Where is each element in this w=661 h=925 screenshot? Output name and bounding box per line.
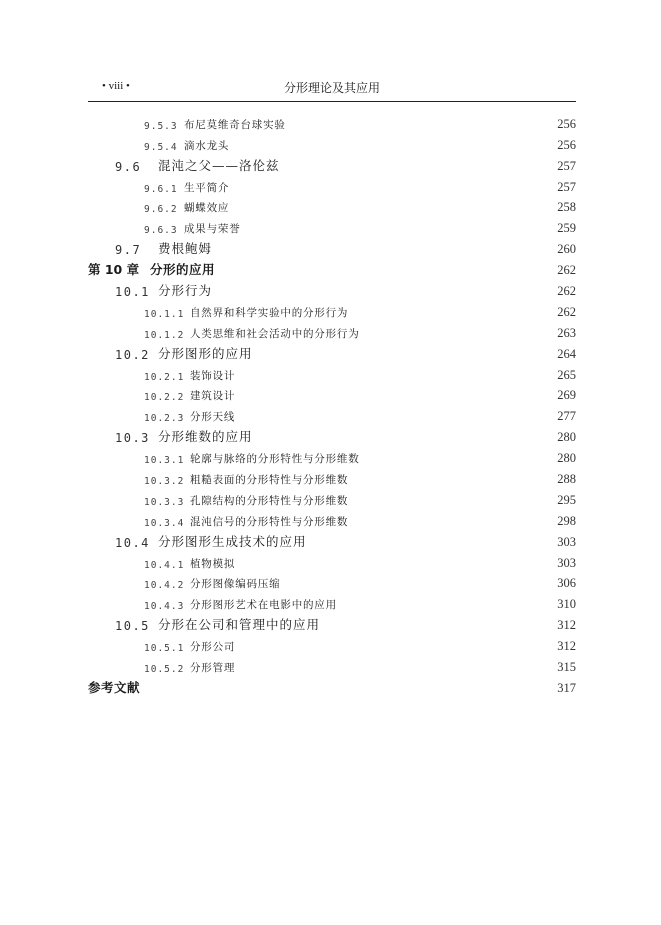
toc-entry-number: 9.5.4 <box>144 141 178 153</box>
toc-entry[interactable] <box>88 407 576 428</box>
toc-entry-title: 分形公司 <box>190 641 236 654</box>
toc-entry[interactable] <box>88 303 576 324</box>
toc-entry-number: 10.3.2 <box>144 476 185 488</box>
toc-entry-title: 成果与荣誉 <box>184 223 241 236</box>
toc-entry[interactable] <box>88 428 576 449</box>
toc-entry-title: 分形图像编码压缩 <box>190 578 281 591</box>
toc-entry-title: 混沌之父——洛伦兹 <box>158 157 280 173</box>
toc-entry[interactable] <box>88 240 576 261</box>
toc-entry-title: 粗糙表面的分形特性与分形维数 <box>190 474 349 487</box>
toc-entry-title: 分形的应用 <box>150 262 216 278</box>
toc-entry-title: 分形天线 <box>190 411 236 424</box>
toc-entry[interactable] <box>88 616 576 637</box>
toc-entry-number: 10.5 <box>115 619 150 634</box>
toc-entry-page: 265 <box>557 367 576 382</box>
page-folio: • viii • <box>102 80 130 92</box>
toc-entry[interactable] <box>88 115 576 136</box>
toc-entry-title: 自然界和科学实验中的分形行为 <box>190 306 349 319</box>
toc-entry[interactable] <box>88 554 576 575</box>
toc-entry-number: 10.5.2 <box>144 664 185 676</box>
page-header <box>88 78 576 100</box>
toc-entry-page: 260 <box>557 242 576 257</box>
toc-entry-page: 312 <box>557 639 576 654</box>
header-rule <box>88 101 576 102</box>
table-of-contents <box>88 115 576 700</box>
toc-entry[interactable] <box>88 366 576 387</box>
toc-entry-title: 布尼莫维奇台球实验 <box>184 118 286 131</box>
toc-entry-page: 312 <box>557 618 576 633</box>
toc-entry-page: 317 <box>557 680 576 695</box>
toc-entry-title: 分形在公司和管理中的应用 <box>158 617 321 633</box>
toc-entry-number: 10.3.3 <box>144 496 185 508</box>
toc-entry-page: 298 <box>557 513 576 528</box>
toc-entry-number: 10.3.4 <box>144 517 185 529</box>
toc-entry-page: 280 <box>557 430 576 445</box>
toc-entry-title: 费根鲍姆 <box>158 241 213 257</box>
toc-entry-number: 10.4 <box>115 535 150 550</box>
toc-entry-number: 10.5.1 <box>144 643 185 655</box>
toc-entry-number: 9.6.2 <box>144 204 178 216</box>
toc-entry-page: 264 <box>557 346 576 361</box>
toc-entry-page: 288 <box>557 472 576 487</box>
toc-entry-number: 10.2.2 <box>144 392 185 404</box>
toc-entry[interactable] <box>88 282 576 303</box>
toc-entry-title: 生平简介 <box>184 181 230 194</box>
toc-entry[interactable] <box>88 324 576 345</box>
toc-entry-number: 10.4.1 <box>144 559 185 571</box>
toc-entry-number: 9.6.3 <box>144 225 178 237</box>
toc-entry[interactable] <box>88 491 576 512</box>
toc-entry[interactable] <box>88 512 576 533</box>
toc-entry-page: 257 <box>557 179 576 194</box>
toc-entry-title: 分形图形艺术在电影中的应用 <box>190 599 337 612</box>
toc-entry-number: 9.7 <box>115 243 142 258</box>
toc-entry[interactable] <box>88 595 576 616</box>
toc-entry-page: 257 <box>557 158 576 173</box>
toc-entry-title: 分形行为 <box>158 283 213 299</box>
toc-entry-title: 孔隙结构的分形特性与分形维数 <box>190 494 349 507</box>
toc-entry-page: 295 <box>557 492 576 507</box>
toc-entry-title: 混沌信号的分形特性与分形维数 <box>190 515 349 528</box>
toc-entry[interactable] <box>88 178 576 199</box>
toc-entry-page: 259 <box>557 221 576 236</box>
toc-entry[interactable] <box>88 658 576 679</box>
toc-entry-page: 256 <box>557 137 576 152</box>
toc-entry-number: 9.6.1 <box>144 183 178 195</box>
toc-entry[interactable] <box>88 136 576 157</box>
toc-entry[interactable] <box>88 679 576 700</box>
toc-entry[interactable] <box>88 637 576 658</box>
toc-entry-title: 装饰设计 <box>190 369 236 382</box>
toc-entry-title: 轮廓与脉络的分形特性与分形维数 <box>190 453 360 466</box>
toc-entry[interactable] <box>88 449 576 470</box>
toc-entry-title: 人类思维和社会活动中的分形行为 <box>190 327 360 340</box>
toc-entry[interactable] <box>88 219 576 240</box>
toc-entry-page: 262 <box>557 304 576 319</box>
toc-entry[interactable] <box>88 157 576 178</box>
toc-entry[interactable] <box>88 470 576 491</box>
toc-entry-number: 10.2 <box>115 347 150 362</box>
toc-entry-page: 277 <box>557 409 576 424</box>
toc-entry-number: 10.1.1 <box>144 308 185 320</box>
running-title: 分形理论及其应用 <box>283 81 380 95</box>
toc-entry-number: 10.1.2 <box>144 329 185 341</box>
toc-entry-page: 263 <box>557 325 576 340</box>
toc-entry-title: 分形管理 <box>190 662 236 675</box>
toc-entry[interactable] <box>88 261 576 282</box>
toc-entry-page: 262 <box>557 284 576 299</box>
toc-entry-number: 10.1 <box>115 285 150 300</box>
toc-entry-number: 10.4.3 <box>144 601 185 613</box>
toc-entry-page: 269 <box>557 388 576 403</box>
toc-entry-page: 303 <box>557 555 576 570</box>
toc-entry-number: 9.5.3 <box>144 120 178 132</box>
toc-entry-title: 分形图形生成技术的应用 <box>158 533 307 549</box>
toc-entry-page: 306 <box>557 576 576 591</box>
toc-entry[interactable] <box>88 387 576 408</box>
toc-entry-title: 植物模拟 <box>190 557 236 570</box>
toc-entry-title: 建筑设计 <box>190 390 236 403</box>
toc-entry-page: 315 <box>557 660 576 675</box>
toc-entry-page: 303 <box>557 534 576 549</box>
toc-entry-number: 10.3 <box>115 431 150 446</box>
toc-entry-title: 参考文献 <box>88 679 141 695</box>
toc-entry-page: 310 <box>557 597 576 612</box>
toc-entry[interactable] <box>88 345 576 366</box>
toc-entry-number: 10.2.3 <box>144 413 185 425</box>
toc-entry-page: 262 <box>557 263 576 278</box>
toc-entry[interactable] <box>88 575 576 596</box>
toc-entry[interactable] <box>88 199 576 220</box>
toc-entry-page: 256 <box>557 116 576 131</box>
toc-entry-title: 分形图形的应用 <box>158 345 253 361</box>
toc-entry-number: 10.3.1 <box>144 455 185 467</box>
toc-entry-title: 滴水龙头 <box>184 139 230 152</box>
toc-entry[interactable] <box>88 533 576 554</box>
toc-entry-number: 10.2.1 <box>144 371 185 383</box>
toc-entry-page: 258 <box>557 200 576 215</box>
toc-entry-number: 9.6 <box>115 159 142 174</box>
toc-entry-title: 分形维数的应用 <box>158 429 253 445</box>
toc-entry-page: 280 <box>557 451 576 466</box>
toc-entry-number: 第 10 章 <box>88 262 140 278</box>
toc-entry-title: 蝴蝶效应 <box>184 202 230 215</box>
toc-entry-number: 10.4.2 <box>144 580 185 592</box>
